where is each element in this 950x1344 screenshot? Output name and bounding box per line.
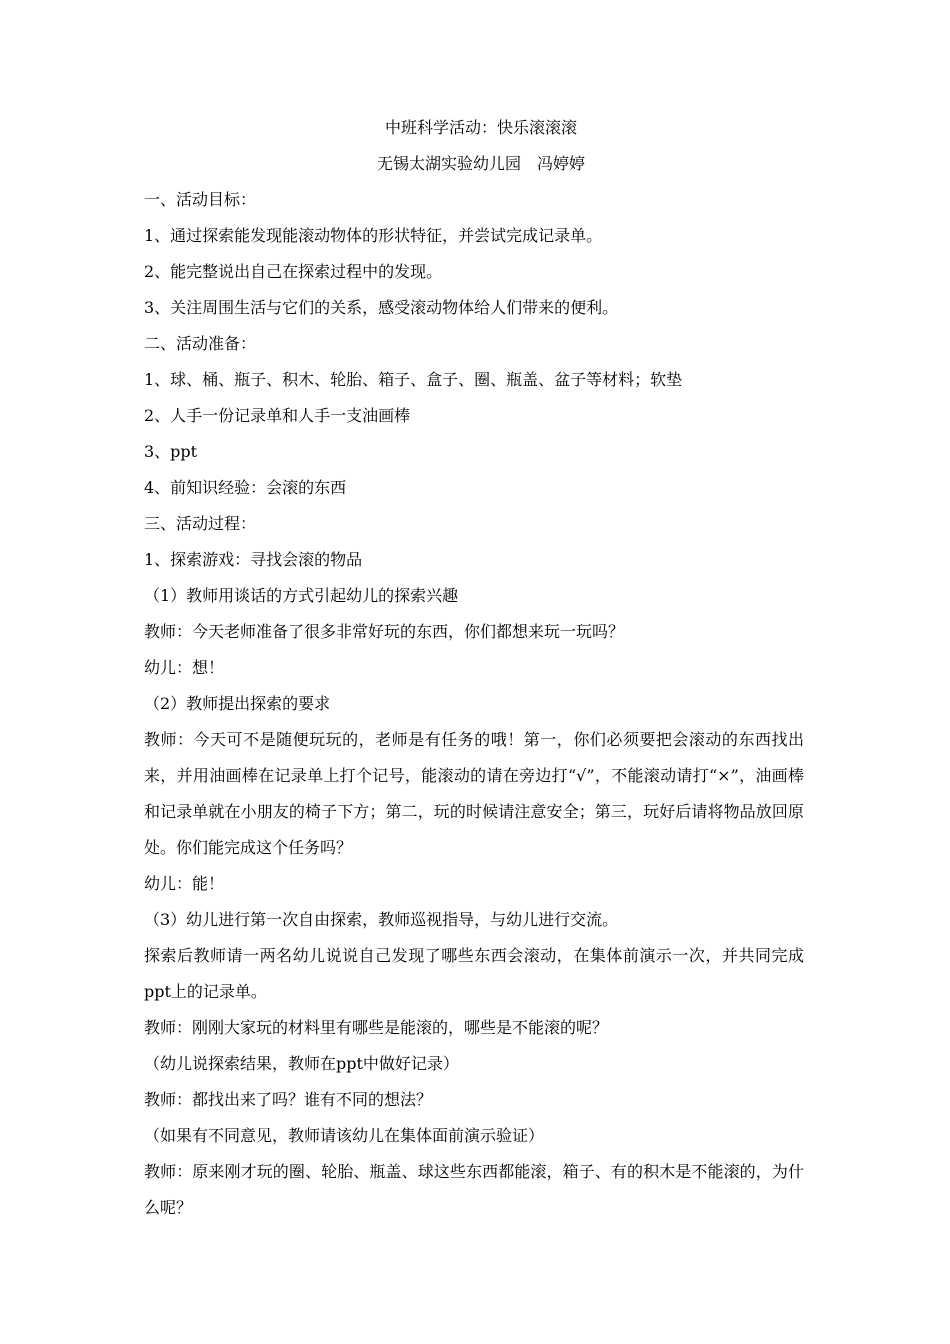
section-heading-process: 三、活动过程： xyxy=(144,514,257,533)
note-line: （幼儿说探索结果，教师在ppt中做好记录） xyxy=(144,1054,459,1073)
document-title: 中班科学活动：快乐滚滚滚 xyxy=(384,118,577,137)
section-heading-preparation: 二、活动准备： xyxy=(144,334,257,353)
process-step: （2）教师提出探索的要求 xyxy=(144,694,331,713)
document-body xyxy=(144,110,804,1226)
process-paragraph: 探索后教师请一两名幼儿说说自己发现了哪些东西会滚动，在集体前演示一次，并共同完成ppt上的记录单。 xyxy=(144,946,804,1001)
process-subheading: 1、探索游戏：寻找会滚的物品 xyxy=(144,550,363,569)
goal-item: 1、通过探索能发现能滚动物体的形状特征，并尝试完成记录单。 xyxy=(144,226,603,245)
teacher-paragraph: 教师：今天可不是随便玩玩的，老师是有任务的哦！第一，你们必须要把会滚动的东西找出来，并用油画棒在记录单上打个记号，能滚动的请在旁边打“√”，不能滚动请打“×”，油画棒和记录单就在小朋友的椅子下方；第二，玩的时候请注意安全；第三，玩好后请将物品放回原处。你们能完成这个任务吗？ xyxy=(144,730,804,857)
goal-item: 3、关注周围生活与它们的关系，感受滚动物体给人们带来的便利。 xyxy=(144,298,619,317)
goal-item: 2、能完整说出自己在探索过程中的发现。 xyxy=(144,262,443,281)
note-line: （如果有不同意见，教师请该幼儿在集体面前演示验证） xyxy=(144,1126,545,1145)
section-heading-goals: 一、活动目标： xyxy=(144,190,257,209)
teacher-line: 教师：刚刚大家玩的材料里有哪些是能滚的，哪些是不能滚的呢？ xyxy=(144,1018,609,1037)
process-step: （3）幼儿进行第一次自由探索，教师巡视指导，与幼儿进行交流。 xyxy=(144,910,619,929)
child-line: 幼儿：想！ xyxy=(144,658,225,677)
preparation-item: 4、前知识经验：会滚的东西 xyxy=(144,478,347,497)
process-step: （1）教师用谈话的方式引起幼儿的探索兴趣 xyxy=(144,586,459,605)
preparation-item: 2、人手一份记录单和人手一支油画棒 xyxy=(144,406,411,425)
document-author: 无锡太湖实验幼儿园 冯婷婷 xyxy=(376,154,585,173)
teacher-line: 教师：都找出来了吗？谁有不同的想法？ xyxy=(144,1090,433,1109)
child-line: 幼儿：能！ xyxy=(144,874,225,893)
teacher-paragraph: 教师：原来刚才玩的圈、轮胎、瓶盖、球这些东西都能滚，箱子、有的积木是不能滚的，为什么呢？ xyxy=(144,1162,804,1217)
preparation-item: 1、球、桶、瓶子、积木、轮胎、箱子、盒子、圈、瓶盖、盆子等材料；软垫 xyxy=(144,370,683,389)
teacher-line: 教师：今天老师准备了很多非常好玩的东西，你们都想来玩一玩吗？ xyxy=(144,622,625,641)
preparation-item: 3、ppt xyxy=(144,442,198,461)
